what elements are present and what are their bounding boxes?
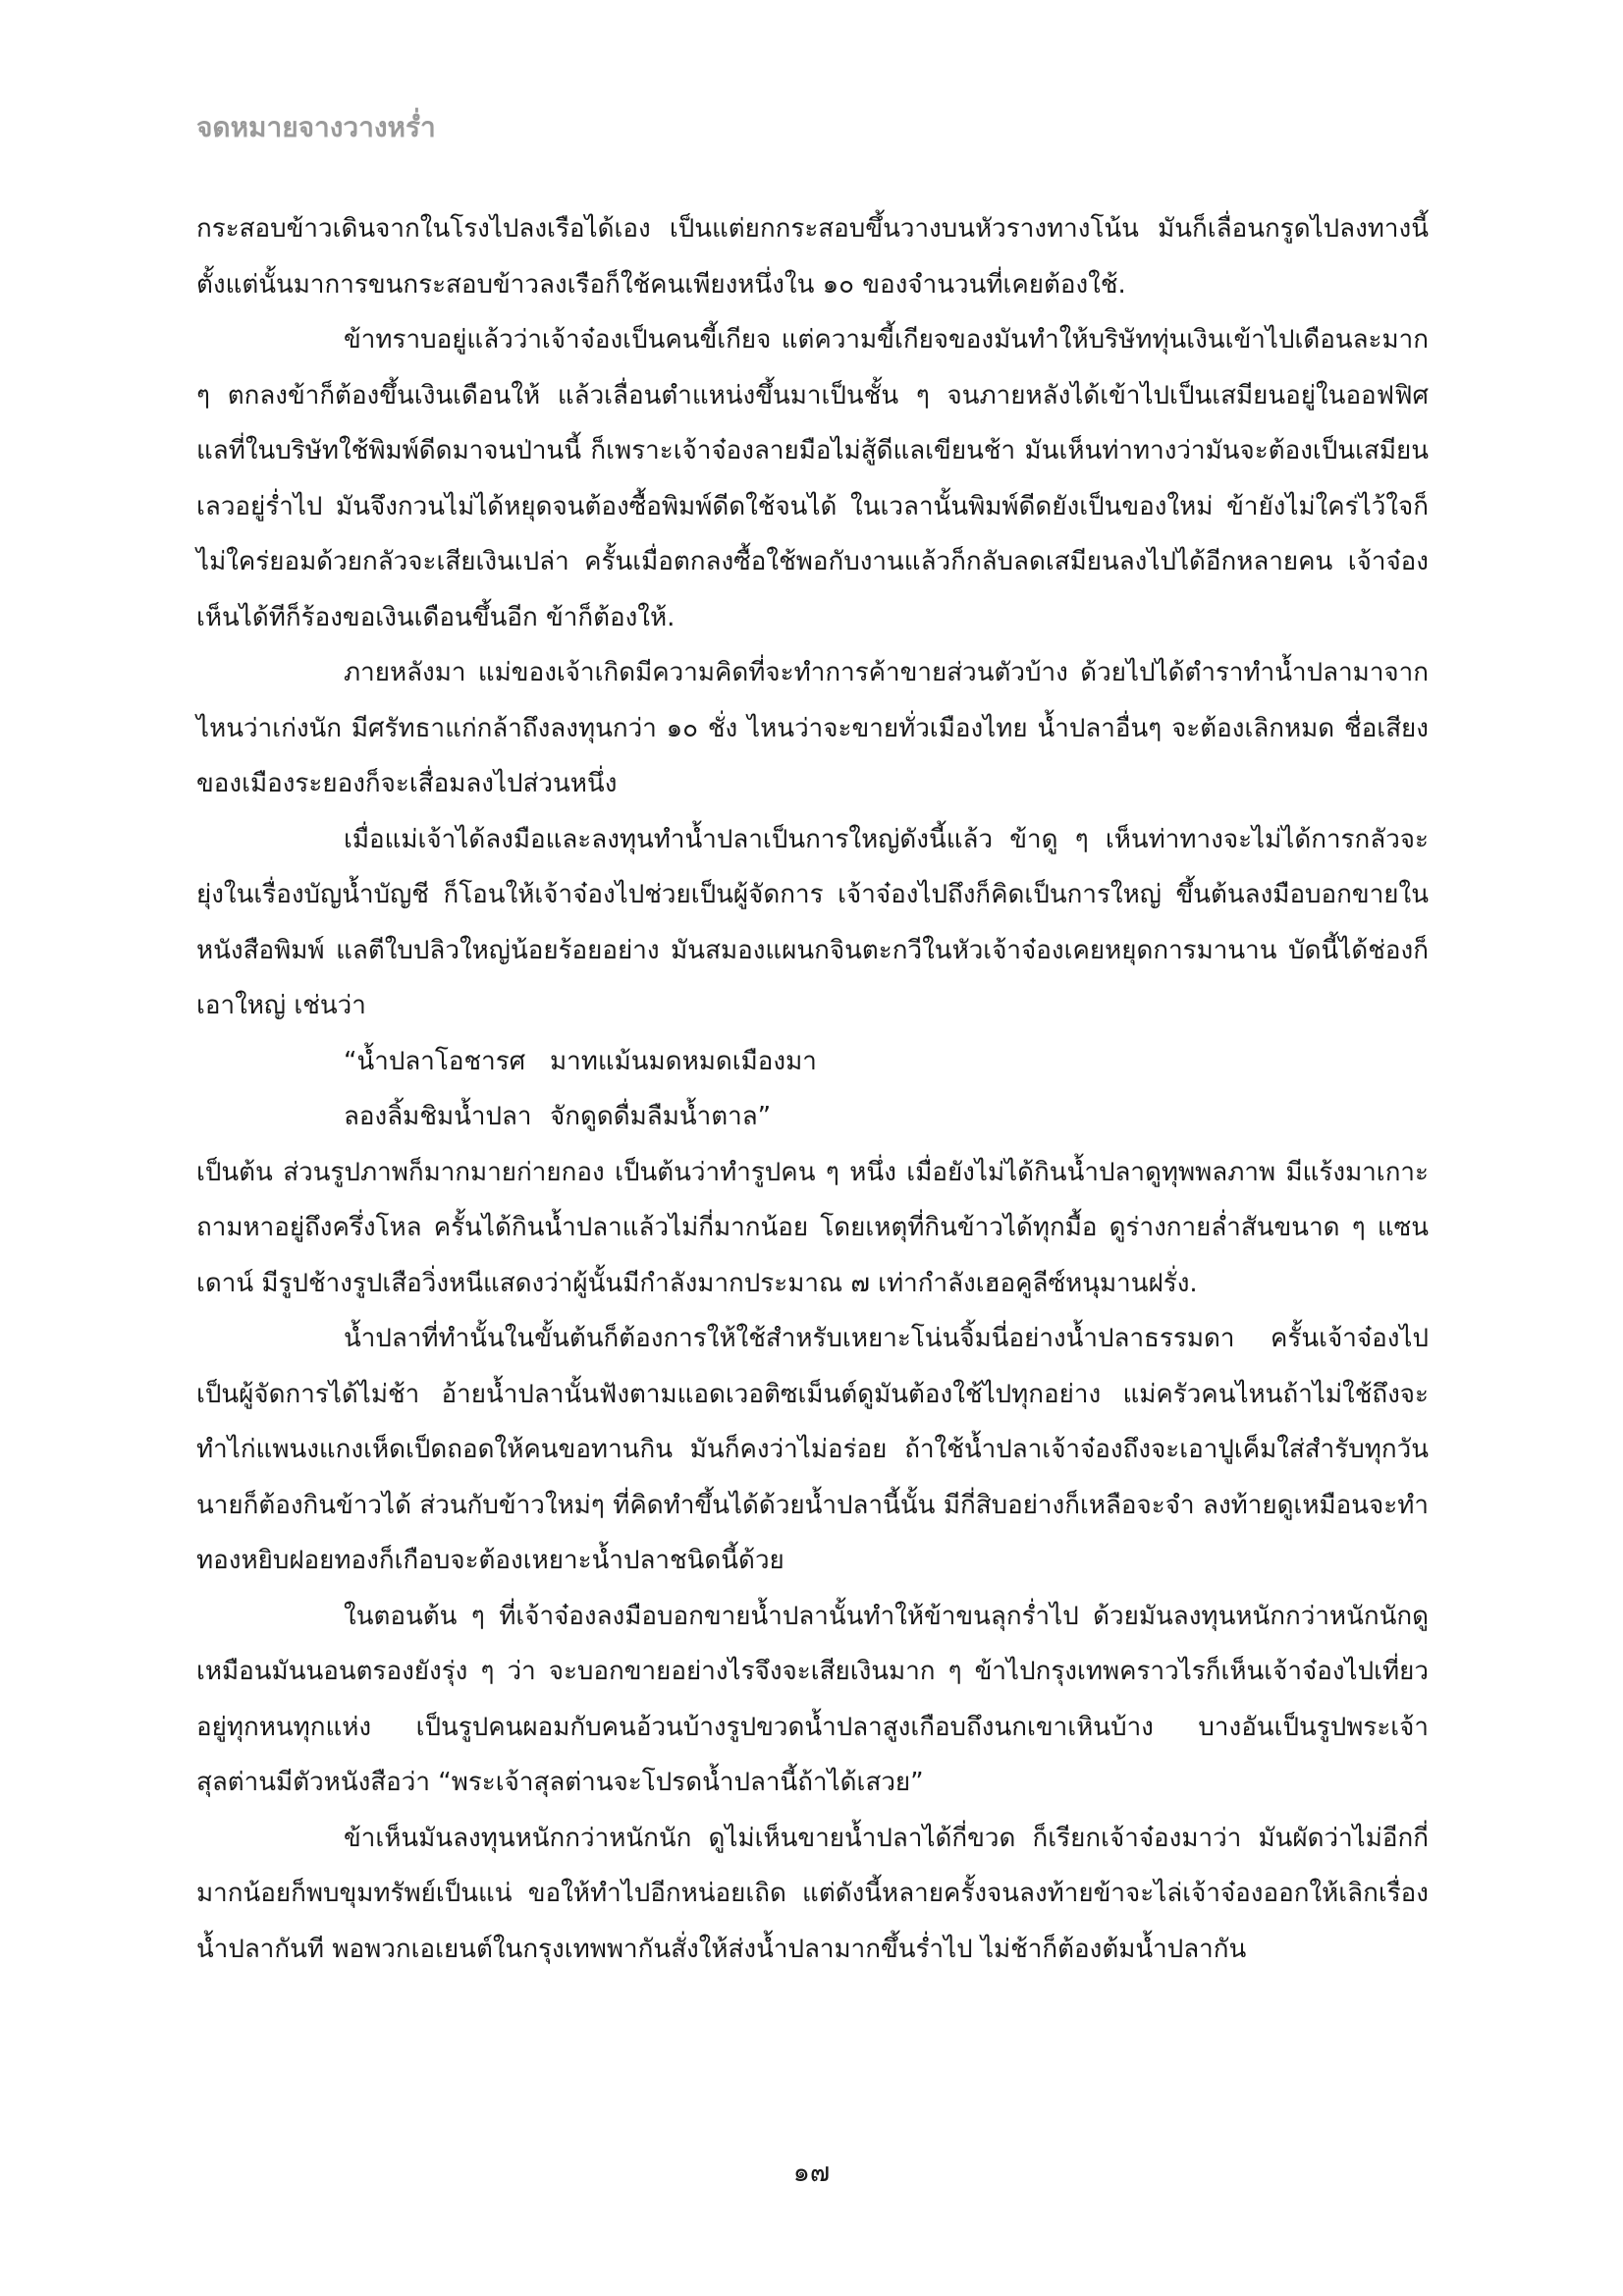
paragraph-uses-of-sauce: น้ำปลาที่ทำนั้นในขั้นต้นก็ต้องการให้ใช้สำหรับเหยาะโน่นจิ้มนี่อย่างน้ำปลาธรรมดา ครั้นเจ้าจ๋องไปเป็นผู้จัดการได้ไม่ช้า อ้ายน้ำปลานั้นฟังตามแอดเวอติซเม็นต์ดูมันต้องใช้ไปทุกอย่าง แม่ครัวคนไหนถ้าไม่ใช้ถึงจะทำไก่แพนงแกงเห็ดเป็ดถอดให้คนขอทานกิน มันก็คงว่าไม่อร่อย ถ้าใช้น้ำปลาเจ้าจ๋องถึงจะเอาปูเค็มใส่สำรับทุกวัน นายก็ต้องกินข้าวได้ ส่วนกับข้าวใหม่ๆ ที่คิดทำขึ้นได้ด้วยน้ำปลานี้นั้น มีกี่สิบอย่างก็เหลือจะจำ ลงท้ายดูเหมือนจะทำทองหยิบฝอยทองก็เกือบจะต้องเหยาะน้ำปลาชนิดนี้ด้วย: [196, 1324, 1429, 1575]
paragraph-orders-grow: ข้าเห็นมันลงทุนหนักกว่าหนักนัก ดูไม่เห็นขายน้ำปลาได้กี่ขวด ก็เรียกเจ้าจ๋องมาว่า มันผัดว่าไม่อีกกี่มากน้อยก็พบขุมทรัพย์เป็นแน่ ขอให้ทำไปอีกหน่อยเถิด แต่ดังนี้หลายครั้งจนลงท้ายข้าจะไล่เจ้าจ๋องออกให้เลิกเรื่องน้ำปลากันที พอพวกเอเยนต์ในกรุงเทพพากันสั่งให้ส่งน้ำปลามากขึ้นร่ำไป ไม่ช้าก็ต้องต้มน้ำปลากัน: [196, 1823, 1429, 1964]
verse-line-first-half: “น้ำปลาโอชารศ: [344, 1046, 526, 1076]
running-header: จดหมายจางวางหร่ำ: [196, 111, 436, 143]
paragraph-fish-sauce-business: ภายหลังมา แม่ของเจ้าเกิดมีความคิดที่จะทำการค้าขายส่วนตัวบ้าง ด้วยไปได้ตำราทำน้ำปลามาจากไหนว่าเก่งนัก มีศรัทธาแก่กล้าถึงลงทุนกว่า ๑๐ ชั่ง ไหนว่าจะขายทั่วเมืองไทย น้ำปลาอื่นๆ จะต้องเลิกหมด ชื่อเสียงของเมืองระยองก็จะเสื่อมลงไปส่วนหนึ่ง: [196, 658, 1429, 798]
body-text: [196, 201, 1429, 1977]
verse-line-second-half: มาทแม้นมดหมดเมืองมา: [550, 1046, 817, 1076]
verse-line: [196, 1034, 1429, 1090]
paragraph-advertising-cost: ในตอนต้น ๆ ที่เจ้าจ๋องลงมือบอกขายน้ำปลานั้นทำให้ข้าขนลุกร่ำไป ด้วยมันลงทุนหนักกว่าหนักนักดูเหมือนมันนอนตรองยังรุ่ง ๆ ว่า จะบอกขายอย่างไรจึงจะเสียเงินมาก ๆ ข้าไปกรุงเทพคราวไรก็เห็นเจ้าจ๋องไปเที่ยวอยู่ทุกหนทุกแห่ง เป็นรูปคนผอมกับคนอ้วนบ้างรูปขวดน้ำปลาสูงเกือบถึงนกเขาเหินบ้าง บางอันเป็นรูปพระเจ้าสุลต่านมีตัวหนังสือว่า “พระเจ้าสุลต่านจะโปรดน้ำปลานี้ถ้าได้เสวย”: [196, 1601, 1429, 1797]
advertising-verse: [196, 1034, 1429, 1145]
paragraph-jong-manager: เมื่อแม่เจ้าได้ลงมือและลงทุนทำน้ำปลาเป็นการใหญ่ดังนี้แล้ว ข้าดู ๆ เห็นท่าทางจะไม่ได้การกลัวจะยุ่งในเรื่องบัญน้ำบัญชี ก็โอนให้เจ้าจ๋องไปช่วยเป็นผู้จัดการ เจ้าจ๋องไปถึงก็คิดเป็นการใหญ่ ขึ้นต้นลงมือบอกขายในหนังสือพิมพ์ แลตีใบปลิวใหญ่น้อยร้อยอย่าง มันสมองแผนกจินตะกวีในหัวเจ้าจ๋องเคยหยุดการมานาน บัดนี้ได้ช่องก็เอาใหญ่ เช่นว่า: [196, 824, 1429, 1020]
paragraph-pictures: เป็นต้น ส่วนรูปภาพก็มากมายก่ายกอง เป็นต้นว่าทำรูปคน ๆ หนึ่ง เมื่อยังไม่ได้กินน้ำปลาดูทุพพลภาพ มีแร้งมาเกาะถามหาอยู่ถึงครึ่งโหล ครั้นได้กินน้ำปลาแล้วไม่กี่มากน้อย โดยเหตุที่กินข้าวได้ทุกมื้อ ดูร่างกายล่ำสันขนาด ๆ แซนเดาน์ มีรูปช้างรูปเสือวิ่งหนีแสดงว่าผู้นั้นมีกำลังมากประมาณ ๗ เท่ากำลังเฮอคูลีซ์หนุมานฝรั่ง.: [196, 1157, 1429, 1298]
paragraph-continued: กระสอบข้าวเดินจากในโรงไปลงเรือได้เอง เป็นแต่ยกกระสอบขึ้นวางบนหัวรางทางโน้น มันก็เลื่อนกรูดไปลงทางนี้ ตั้งแต่นั้นมาการขนกระสอบข้าวลงเรือก็ใช้คนเพียงหนึ่งใน ๑๐ ของจำนวนที่เคยต้องใช้.: [196, 214, 1429, 300]
paragraph-jong-typewriter: ข้าทราบอยู่แล้วว่าเจ้าจ๋องเป็นคนขี้เกียจ แต่ความขี้เกียจของมันทำให้บริษัททุ่นเงินเข้าไปเดือนละมาก ๆ ตกลงข้าก็ต้องขึ้นเงินเดือนให้ แล้วเลื่อนตำแหน่งขึ้นมาเป็นชั้น ๆ จนภายหลังได้เข้าไปเป็นเสมียนอยู่ในออฟฟิศ แลที่ในบริษัทใช้พิมพ์ดีดมาจนป่านนี้ ก็เพราะเจ้าจ๋องลายมือไม่สู้ดีแลเขียนช้า มันเห็นท่าทางว่ามันจะต้องเป็นเสมียนเลวอยู่ร่ำไป มันจึงกวนไม่ได้หยุดจนต้องซื้อพิมพ์ดีดใช้จนได้ ในเวลานั้นพิมพ์ดีดยังเป็นของใหม่ ข้ายังไม่ใคร่ไว้ใจก็ไม่ใคร่ยอมด้วยกลัวจะเสียเงินเปล่า ครั้นเมื่อตกลงซื้อใช้พอกับงานแล้วก็กลับลดเสมียนลงไปได้อีกหลายคน เจ้าจ๋องเห็นได้ทีก็ร้องขอเงินเดือนขึ้นอีก ข้าก็ต้องให้.: [196, 325, 1429, 632]
verse-line-first-half: ลองลิ้มชิมน้ำปลา: [344, 1102, 532, 1131]
verse-line-second-half: จักดูดดื่มลืมน้ำตาล”: [550, 1102, 772, 1131]
page-number: ๑๗: [792, 2158, 831, 2188]
verse-line: [196, 1089, 1429, 1145]
